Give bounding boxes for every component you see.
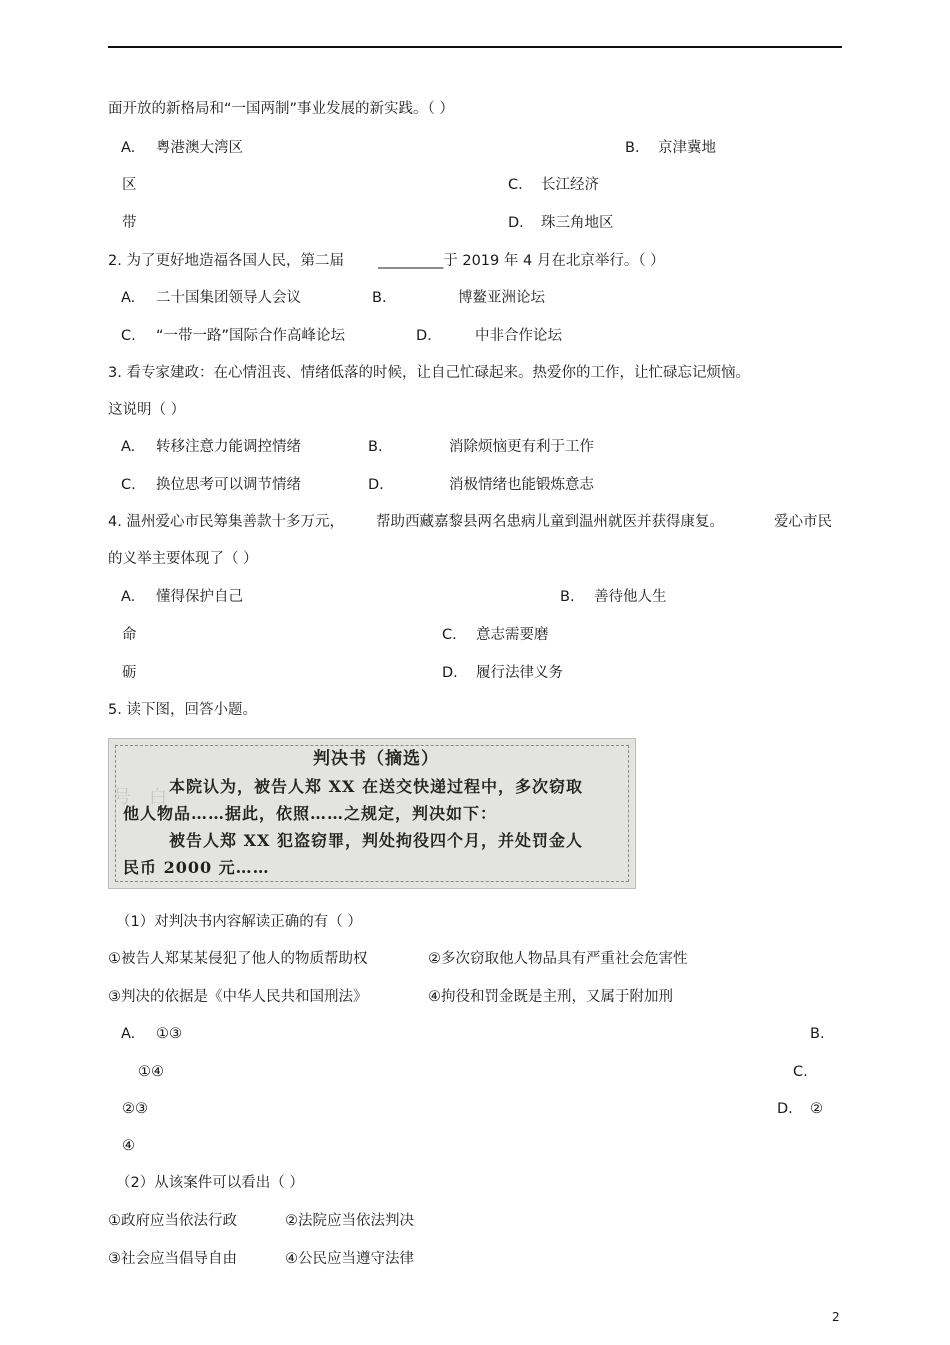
q2-stem-part2: _________于 2019 年 4 月在北京举行。（ ） <box>378 253 665 269</box>
figure-title: 判决书（摘选） <box>313 749 439 769</box>
q1-option-b-wrap: 区 <box>122 177 137 193</box>
q5-2-statement-1: ①政府应当依法行政 <box>108 1213 237 1229</box>
q4-option-c-text: 意志需要磨 <box>476 627 549 643</box>
q3-option-d-letter: D. <box>368 477 384 493</box>
q4-option-b-text: 善待他人生 <box>594 589 667 605</box>
q5-1-option-c-text: ②③ <box>122 1101 148 1117</box>
q4-stem-part1: 4. 温州爱心市民筹集善款十多万元， <box>108 514 344 530</box>
q2-option-d-text: 中非合作论坛 <box>475 328 562 344</box>
q1-option-a-text: 粤港澳大湾区 <box>156 140 243 156</box>
figure-line-3: 被告人郑 XX 犯盗窃罪，判处拘役四个月，并处罚金人 <box>169 831 583 850</box>
header-rule <box>108 46 842 48</box>
q3-option-b-text: 消除烦恼更有利于工作 <box>449 439 594 455</box>
q1-option-d-letter: D. <box>508 215 524 231</box>
figure-background-mark: 号 白 <box>113 787 167 808</box>
q5-1-statement-2: ②多次窃取他人物品具有严重社会危害性 <box>428 951 688 967</box>
q4-option-a-text: 懂得保护自己 <box>156 589 243 605</box>
q5-1-statement-3: ③判决的依据是《中华人民共和国刑法》 <box>108 989 368 1005</box>
q3-stem: 3. 看专家建政：在心情沮丧、情绪低落的时候，让自己忙碌起来。热爱你的工作，让忙碌忘记烦恼。 <box>108 365 750 381</box>
page-number: 2 <box>832 1310 840 1324</box>
q4-option-a-letter: A. <box>121 589 136 605</box>
q5-1-option-d-letter: D. <box>777 1101 793 1117</box>
q1-stem-tail: 面开放的新格局和“一国两制”事业发展的新实践。（ ） <box>108 101 454 117</box>
q1-option-c-letter: C. <box>508 177 523 193</box>
q5-1-option-d-wrap: ④ <box>122 1138 135 1154</box>
q5-2-statement-4: ④公民应当遵守法律 <box>285 1251 414 1267</box>
q4-stem-part2: 帮助西藏嘉黎县两名患病儿童到温州就医并获得康复。 <box>376 514 724 530</box>
q5-1-option-c-letter: C. <box>793 1064 808 1080</box>
q4-option-c-letter: C. <box>442 627 457 643</box>
q5-1-option-a-text: ①③ <box>156 1026 182 1042</box>
q2-option-a-text: 二十国集团领导人会议 <box>156 290 301 306</box>
q4-option-c-wrap: 砺 <box>122 665 137 681</box>
q5-1-stem: （1）对判决书内容解读正确的有（ ） <box>116 914 362 930</box>
q5-stem: 5. 读下图，回答小题。 <box>108 702 257 718</box>
q5-1-option-b-letter: B. <box>810 1026 825 1042</box>
q4-stem-part3: 爱心市民 <box>774 514 832 530</box>
q1-option-d-text: 珠三角地区 <box>541 215 614 231</box>
q2-option-c-text: “一带一路”国际合作高峰论坛 <box>156 328 346 344</box>
q5-2-stem: （2）从该案件可以看出（ ） <box>116 1175 304 1191</box>
figure-line-2: 他人物品……据此，依照……之规定，判决如下： <box>123 804 498 823</box>
figure-line-1: 本院认为，被告人郑 XX 在送交快递过程中，多次窃取 <box>169 777 583 796</box>
q2-option-b-letter: B. <box>372 290 387 306</box>
q1-option-a-letter: A. <box>121 140 136 156</box>
q4-stem-tail: 的义举主要体现了（ ） <box>108 551 258 567</box>
q3-option-a-text: 转移注意力能调控情绪 <box>156 439 301 455</box>
q4-option-d-letter: D. <box>442 665 458 681</box>
q2-option-c-letter: C. <box>121 328 136 344</box>
q3-option-a-letter: A. <box>121 439 136 455</box>
q3-option-d-text: 消极情绪也能锻炼意志 <box>449 477 594 493</box>
q5-1-option-a-letter: A. <box>121 1026 136 1042</box>
q3-option-c-text: 换位思考可以调节情绪 <box>156 477 301 493</box>
q3-option-b-letter: B. <box>368 439 383 455</box>
q2-option-b-text: 博鳌亚洲论坛 <box>458 290 545 306</box>
q5-1-statement-1: ①被告人郑某某侵犯了他人的物质帮助权 <box>108 951 368 967</box>
judgment-figure <box>108 738 636 889</box>
q2-option-a-letter: A. <box>121 290 136 306</box>
figure-line-4: 民币 2000 元…… <box>123 858 270 877</box>
q5-2-statement-2: ②法院应当依法判决 <box>285 1213 414 1229</box>
q1-option-b-letter: B. <box>625 140 640 156</box>
q2-option-d-letter: D. <box>416 328 432 344</box>
q3-stem-tail: 这说明（ ） <box>108 402 186 418</box>
q4-option-d-text: 履行法律义务 <box>476 665 563 681</box>
q1-option-c-wrap: 带 <box>122 215 137 231</box>
q4-option-b-letter: B. <box>560 589 575 605</box>
q1-option-c-text: 长江经济 <box>541 177 599 193</box>
q2-stem-part1: 2. 为了更好地造福各国人民，第二届 <box>108 253 344 269</box>
q5-1-option-d-text: ② <box>810 1101 823 1117</box>
q5-1-statement-4: ④拘役和罚金既是主刑，又属于附加刑 <box>428 989 673 1005</box>
q4-option-b-wrap: 命 <box>122 627 137 643</box>
q5-1-option-b-text: ①④ <box>138 1064 164 1080</box>
q5-2-statement-3: ③社会应当倡导自由 <box>108 1251 237 1267</box>
q1-option-b-text: 京津冀地 <box>658 140 716 156</box>
q3-option-c-letter: C. <box>121 477 136 493</box>
